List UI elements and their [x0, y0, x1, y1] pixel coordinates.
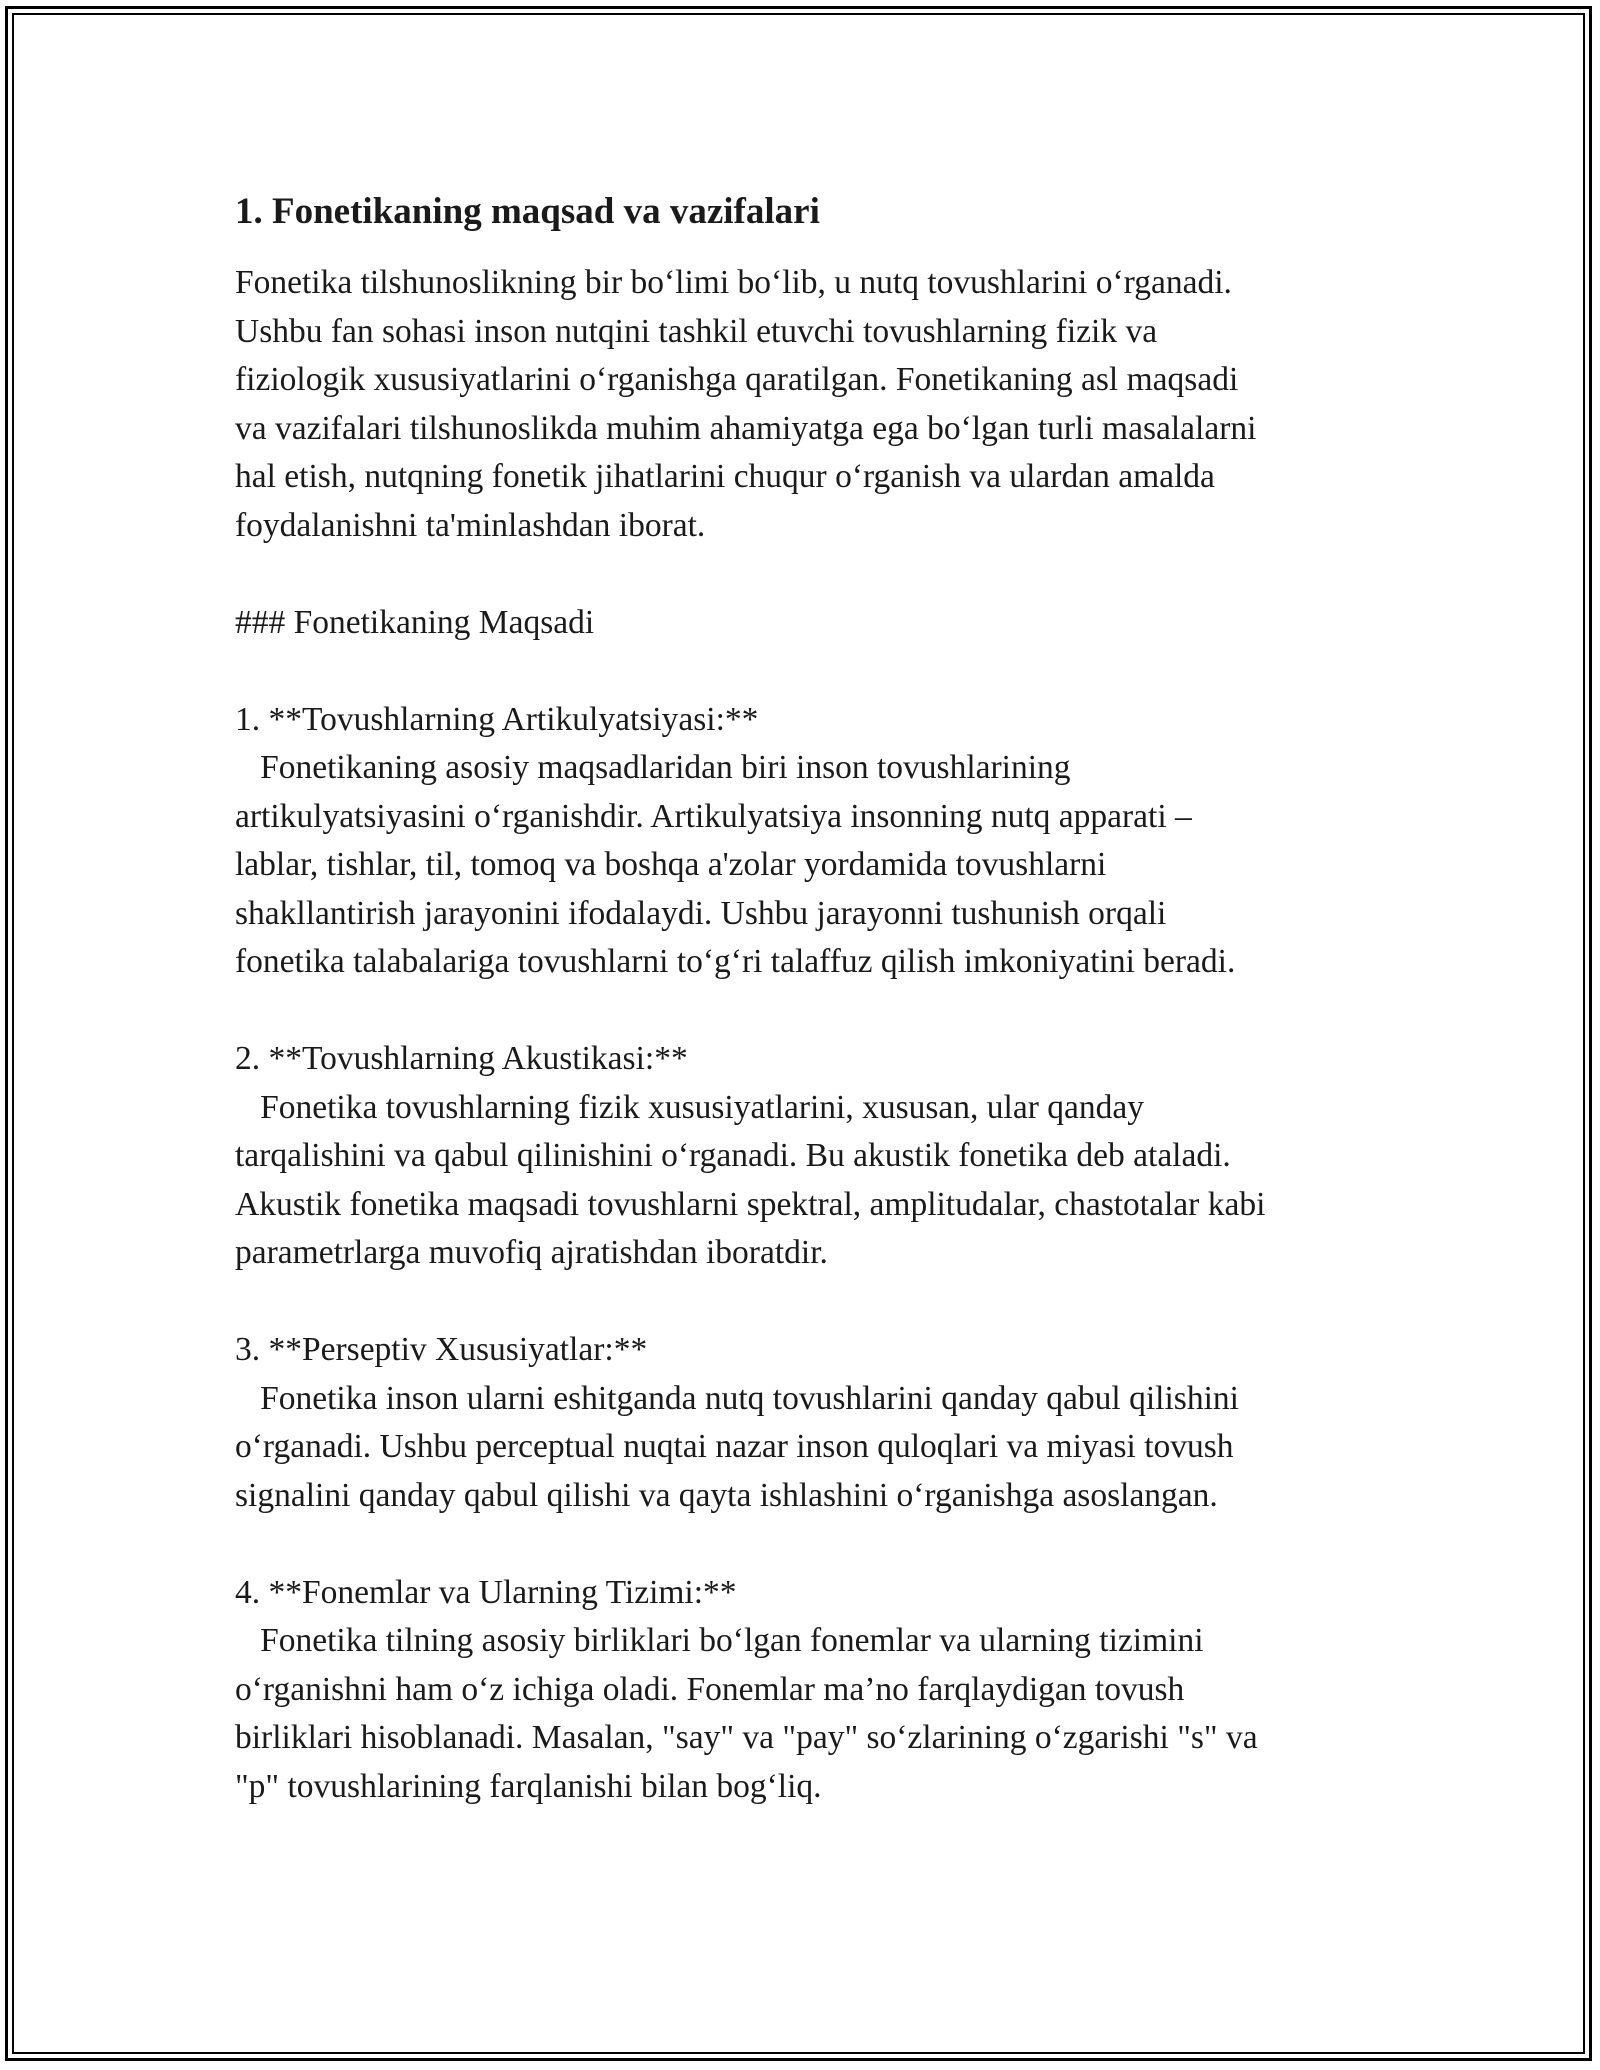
text-line: Fonetika tilning asosiy birliklari bo‘lgan fonemlar va ularning tizimini	[235, 1622, 1204, 1659]
document-title: 1. Fonetikaning maqsad va vazifalari	[235, 191, 820, 232]
blank-line	[235, 647, 1385, 696]
text-line: fiziologik xususiyatlarini o‘rganishga qaratilgan. Fonetikaning asl maqsadi	[235, 361, 1239, 398]
text-line: o‘rganadi. Ushbu perceptual nuqtai nazar inson quloqlari va miyasi tovush	[235, 1428, 1234, 1465]
document-body	[235, 188, 1385, 1811]
text-line: 4. **Fonemlar va Ularning Tizimi:**	[235, 1573, 737, 1611]
text-line: birliklari hisoblanadi. Masalan, "say" va "pay" so‘zlarining o‘zgarishi "s" va	[235, 1719, 1258, 1756]
text-line: Akustik fonetika maqsadi tovushlarni spektral, amplitudalar, chastotalar kabi	[235, 1185, 1266, 1223]
text-line: Fonetika tovushlarning fizik xususiyatlarini, xususan, ular qanday	[235, 1088, 1144, 1126]
text-line: shakllantirish jarayonini ifodalaydi. Ushbu jarayonni tushunish orqali	[235, 894, 1167, 932]
text-line: 3. **Perseptiv Xususiyatlar:**	[235, 1331, 648, 1368]
text-line: Fonetika inson ularni eshitganda nutq tovushlarini qanday qabul qilishini	[235, 1379, 1239, 1417]
document-text	[235, 259, 1385, 1811]
text-line: Fonetikaning asosiy maqsadlaridan biri inson tovushlarining	[235, 749, 1071, 786]
text-line: hal etish, nutqning fonetik jihatlarini chuqur o‘rganish va ulardan amalda	[235, 458, 1215, 495]
blank-line	[235, 1520, 1385, 1569]
text-line: tarqalishini va qabul qilinishini o‘rganadi. Bu akustik fonetika deb ataladi.	[235, 1137, 1231, 1174]
text-line: va vazifalari tilshunoslikda muhim ahamiyatga ega bo‘lgan turli masalalarni	[235, 409, 1257, 447]
blank-line	[235, 987, 1385, 1036]
text-line: Fonetika tilshunoslikning bir bo‘limi bo‘lib, u nutq tovushlarini o‘rganadi.	[235, 264, 1232, 301]
text-line: 1. **Tovushlarning Artikulyatsiyasi:**	[235, 700, 759, 738]
text-line: foydalanishni ta'minlashdan iborat.	[235, 506, 706, 544]
text-line: fonetika talabalariga tovushlarni to‘g‘ri talaffuz qilish imkoniyatini beradi.	[235, 943, 1236, 980]
text-line: "p" tovushlarining farqlanishi bilan bog‘liq.	[235, 1767, 822, 1805]
text-line: lablar, tishlar, til, tomoq va boshqa a'zolar yordamida tovushlarni	[235, 846, 1107, 883]
text-line: o‘rganishni ham o‘z ichiga oladi. Fonemlar ma’no farqlaydigan tovush	[235, 1670, 1185, 1708]
text-line: parametrlarga muvofiq ajratishdan iboratdir.	[235, 1234, 828, 1271]
text-line: ### Fonetikaning Maqsadi	[235, 603, 595, 641]
blank-line	[235, 1278, 1385, 1327]
text-line: Ushbu fan sohasi inson nutqini tashkil etuvchi tovushlarning fizik va	[235, 312, 1158, 350]
text-line: 2. **Tovushlarning Akustikasi:**	[235, 1040, 688, 1077]
text-line: signalini qanday qabul qilishi va qayta ishlashini o‘rganishga asoslangan.	[235, 1476, 1218, 1514]
blank-line	[235, 550, 1385, 599]
text-line: artikulyatsiyasini o‘rganishdir. Artikulyatsiya insonning nutq apparati –	[235, 797, 1192, 835]
